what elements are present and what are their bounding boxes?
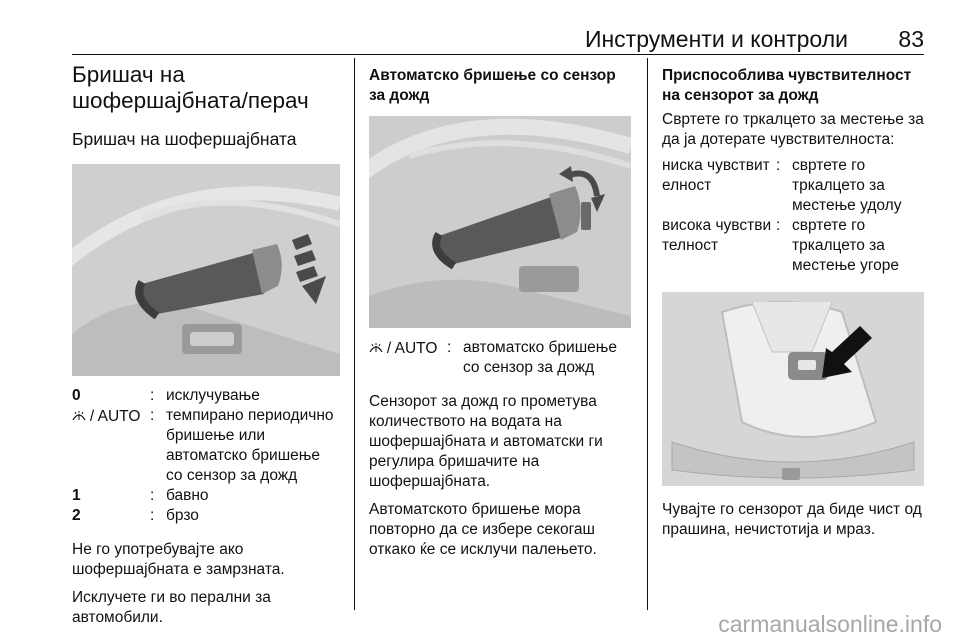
sensitivity-desc: свртете го тркалцето за местење угоре bbox=[792, 217, 900, 274]
position-desc: темпирано периодично бришење или автоматско бришење со сензор за дожд bbox=[166, 407, 334, 484]
position-term: 0 bbox=[72, 387, 81, 404]
auto-position-list bbox=[369, 338, 631, 378]
list-item: 2 : брзо bbox=[72, 506, 340, 526]
position-term: 2 bbox=[72, 507, 81, 524]
column-divider-2 bbox=[647, 58, 648, 610]
position-desc: автоматско бришење со сензор за дожд bbox=[463, 339, 617, 376]
rain-sensor-figure bbox=[662, 292, 924, 486]
wiper-symbol-icon bbox=[369, 340, 387, 356]
sensitivity-term: ниска чувствителност bbox=[662, 157, 770, 194]
header-rule bbox=[72, 54, 924, 55]
list-item: / AUTO : темпирано периодично бришење или автоматско бришење со сензор за дожд bbox=[72, 406, 340, 486]
list-item: / AUTO : автоматско бришење со сензор за дожд bbox=[369, 338, 631, 378]
wiper-symbol-icon bbox=[72, 408, 90, 424]
position-desc: брзо bbox=[166, 507, 199, 524]
watermark: carmanualsonline.info bbox=[718, 611, 942, 637]
paragraph: Автоматското бришење мора повторно да се избере секогаш откако ќе се исклучи палењето. bbox=[369, 501, 597, 558]
column-divider-1 bbox=[354, 58, 355, 610]
position-term: / AUTO bbox=[72, 406, 150, 486]
section-heading: Автоматско бришење со сензор за дожд bbox=[369, 67, 616, 104]
list-item: 1 : бавно bbox=[72, 486, 340, 506]
list-item: 0 : исклучување bbox=[72, 386, 340, 406]
page-number: 83 bbox=[898, 26, 924, 52]
subsection-heading: Бришач на шофершајбната bbox=[72, 129, 297, 149]
intro-text: Свртете го тркалцето за местење за да ја дотерате чувствителноста: bbox=[662, 111, 924, 148]
header-title: Инструменти и контроли bbox=[584, 26, 848, 52]
rain-sensor-stalk-figure bbox=[369, 116, 631, 328]
position-term: / AUTO bbox=[369, 338, 447, 378]
position-desc: исклучување bbox=[166, 387, 260, 404]
section-heading: Бришач на шофершајбната/перач bbox=[72, 62, 309, 113]
wiper-stalk-figure bbox=[72, 164, 340, 376]
sensitivity-list bbox=[662, 156, 928, 276]
position-term: 1 bbox=[72, 487, 81, 504]
column-2 bbox=[369, 60, 631, 560]
wiper-positions-list bbox=[72, 386, 340, 526]
sensitivity-term: висока чувствителност bbox=[662, 217, 772, 254]
list-item: висока чувствителност : свртете го тркалцето за местење угоре bbox=[662, 216, 928, 276]
column-1 bbox=[72, 60, 340, 628]
paragraph: Не го употребувајте ако шофершајбната е замрзната. bbox=[72, 541, 285, 578]
paragraph: Исклучете ги во перални за автомобили. bbox=[72, 589, 271, 626]
position-desc: бавно bbox=[166, 487, 209, 504]
list-item: ниска чувствителност : свртете го тркалцето за местење удолу bbox=[662, 156, 928, 216]
column-3 bbox=[662, 60, 928, 540]
section-heading: Приспособлива чувствителност на сензорот за дожд bbox=[662, 67, 912, 104]
paragraph: Сензорот за дожд го прометува количеството на водата на шофершајбната и автоматски ги регулира бришачите на шофершајбната. bbox=[369, 393, 603, 490]
sensitivity-desc: свртете го тркалцето за местење удолу bbox=[792, 157, 902, 214]
paragraph: Чувајте го сензорот да биде чист од прашина, нечистотија и мраз. bbox=[662, 501, 922, 538]
